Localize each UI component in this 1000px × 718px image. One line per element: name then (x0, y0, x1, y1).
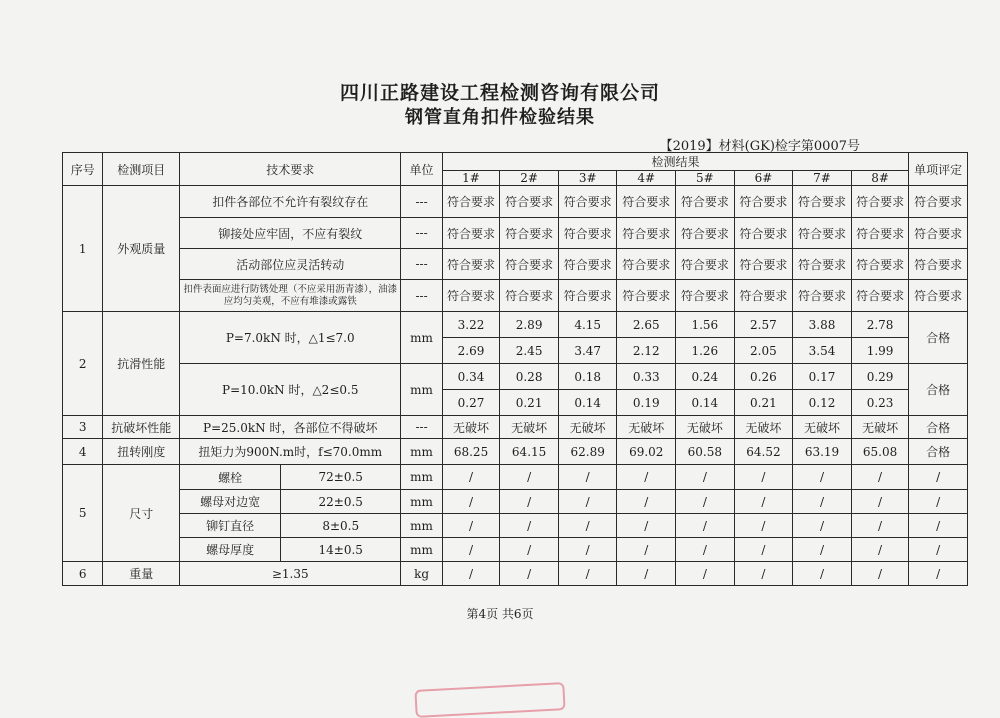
result-cell: 2.05 (734, 338, 793, 364)
requirement-text: ≥1.35 (180, 562, 401, 586)
table-row (63, 249, 968, 280)
result-cell: 符合要求 (617, 249, 676, 280)
result-cell: 65.08 (851, 439, 909, 465)
section-name: 尺寸 (103, 465, 180, 562)
table-row (63, 364, 968, 390)
result-cell: / (793, 562, 852, 586)
result-cell: 符合要求 (734, 218, 793, 249)
result-cell: 2.65 (617, 312, 676, 338)
sub-item-label: 螺母厚度 (180, 538, 281, 562)
header-sample: 3# (558, 171, 617, 186)
verdict-cell: / (909, 490, 968, 514)
result-cell: 4.15 (558, 312, 617, 338)
result-cell: 0.14 (676, 390, 735, 416)
section-number: 4 (63, 439, 103, 465)
result-cell: 0.14 (558, 390, 617, 416)
result-cell: 2.12 (617, 338, 676, 364)
section-name: 外观质量 (103, 186, 180, 312)
result-cell: 无破坏 (734, 416, 793, 439)
header-results: 检测结果 (442, 153, 909, 171)
result-cell: 符合要求 (851, 249, 909, 280)
report-title: 钢管直角扣件检验结果 (405, 107, 595, 128)
table-row (63, 186, 968, 218)
unit-cell: kg (401, 562, 442, 586)
result-cell: 符合要求 (558, 280, 617, 312)
result-cell: 符合要求 (734, 280, 793, 312)
header-item: 检测项目 (103, 153, 180, 186)
result-cell: / (442, 490, 500, 514)
table-row (63, 416, 968, 439)
sub-item-label: 螺栓 (180, 465, 281, 490)
requirement-text: 铆接处应牢固，不应有裂纹 (180, 218, 401, 249)
requirement-text: 22±0.5 (281, 490, 401, 514)
section-number: 2 (63, 312, 103, 416)
result-cell: / (851, 538, 909, 562)
result-cell: / (558, 538, 617, 562)
requirement-text: 扣件各部位不允许有裂纹存在 (180, 186, 401, 218)
result-cell: 符合要求 (617, 218, 676, 249)
unit-cell: mm (401, 465, 442, 490)
result-cell: 符合要求 (793, 186, 852, 218)
result-cell: 63.19 (793, 439, 852, 465)
result-cell: / (676, 514, 735, 538)
result-cell: 符合要求 (793, 218, 852, 249)
result-cell: 3.47 (558, 338, 617, 364)
result-cell: 0.27 (442, 390, 500, 416)
result-cell: 2.69 (442, 338, 500, 364)
result-cell: 64.15 (500, 439, 559, 465)
section-number: 5 (63, 465, 103, 562)
header-sample: 4# (617, 171, 676, 186)
result-cell: 69.02 (617, 439, 676, 465)
result-cell: 符合要求 (676, 186, 735, 218)
result-cell: / (442, 465, 500, 490)
header-seq: 序号 (63, 153, 103, 186)
result-cell: 符合要求 (734, 186, 793, 218)
company-title: 四川正路建设工程检测咨询有限公司 (339, 82, 660, 104)
header-sample: 8# (851, 171, 909, 186)
result-cell: / (500, 490, 559, 514)
requirement-text: P=10.0kN 时，△2≤0.5 (180, 364, 401, 416)
result-cell: / (793, 538, 852, 562)
requirement-text: 72±0.5 (281, 465, 401, 490)
verdict-cell: 符合要求 (909, 280, 968, 312)
table-row (63, 514, 968, 538)
result-cell: / (617, 465, 676, 490)
verdict-cell: 符合要求 (909, 186, 968, 218)
result-cell: 无破坏 (558, 416, 617, 439)
section-name: 抗滑性能 (103, 312, 180, 416)
result-cell: 64.52 (734, 439, 793, 465)
result-cell: / (558, 562, 617, 586)
result-cell: 3.88 (793, 312, 852, 338)
result-cell: 符合要求 (617, 186, 676, 218)
results-table (62, 152, 968, 586)
result-cell: / (558, 490, 617, 514)
section-name: 扭转刚度 (103, 439, 180, 465)
verdict-cell: 合格 (909, 364, 968, 416)
result-cell: / (442, 538, 500, 562)
result-cell: 0.17 (793, 364, 852, 390)
unit-cell: mm (401, 364, 442, 416)
result-cell: 1.26 (676, 338, 735, 364)
result-cell: / (442, 562, 500, 586)
result-cell: 符合要求 (442, 280, 500, 312)
unit-cell: mm (401, 538, 442, 562)
result-cell: 符合要求 (851, 186, 909, 218)
header-requirement: 技术要求 (180, 153, 401, 186)
section-name: 重量 (103, 562, 180, 586)
result-cell: / (617, 514, 676, 538)
result-cell: / (676, 538, 735, 562)
verdict-cell: 符合要求 (909, 218, 968, 249)
unit-cell: mm (401, 439, 442, 465)
table-row (63, 312, 968, 338)
unit-cell: --- (401, 186, 442, 218)
result-cell: 0.19 (617, 390, 676, 416)
result-cell: 0.33 (617, 364, 676, 390)
verdict-cell: / (909, 465, 968, 490)
result-cell: / (734, 538, 793, 562)
result-cell: / (851, 465, 909, 490)
result-cell: / (676, 465, 735, 490)
result-cell: 3.22 (442, 312, 500, 338)
requirement-text: 扭矩力为900N.m时，f≤70.0mm (180, 439, 401, 465)
table-row (63, 218, 968, 249)
table-row (63, 490, 968, 514)
result-cell: 0.23 (851, 390, 909, 416)
verdict-cell: 合格 (909, 312, 968, 364)
unit-cell: --- (401, 416, 442, 439)
section-number: 3 (63, 416, 103, 439)
header-sample: 5# (676, 171, 735, 186)
result-cell: 符合要求 (734, 249, 793, 280)
sub-item-label: 螺母对边宽 (180, 490, 281, 514)
result-cell: 符合要求 (558, 186, 617, 218)
result-cell: / (793, 514, 852, 538)
table-row (63, 562, 968, 586)
result-cell: 0.26 (734, 364, 793, 390)
result-cell: / (500, 538, 559, 562)
result-cell: 符合要求 (442, 218, 500, 249)
result-cell: / (617, 562, 676, 586)
requirement-text: 14±0.5 (281, 538, 401, 562)
result-cell: 符合要求 (793, 249, 852, 280)
result-cell: / (676, 562, 735, 586)
header-verdict: 单项评定 (909, 153, 968, 186)
result-cell: 0.29 (851, 364, 909, 390)
result-cell: 0.18 (558, 364, 617, 390)
section-number: 1 (63, 186, 103, 312)
result-cell: / (734, 465, 793, 490)
result-cell: / (617, 538, 676, 562)
result-cell: / (500, 465, 559, 490)
red-stamp (414, 682, 565, 718)
verdict-cell: / (909, 538, 968, 562)
result-cell: / (558, 465, 617, 490)
result-cell: / (676, 490, 735, 514)
table-row (63, 280, 968, 312)
result-cell: / (851, 514, 909, 538)
table-row (63, 538, 968, 562)
result-cell: / (851, 490, 909, 514)
result-cell: 2.57 (734, 312, 793, 338)
result-cell: 0.21 (500, 390, 559, 416)
result-cell: 符合要求 (617, 280, 676, 312)
unit-cell: mm (401, 514, 442, 538)
header-sample: 6# (734, 171, 793, 186)
header-sample: 2# (500, 171, 559, 186)
requirement-text: P=7.0kN 时，△1≤7.0 (180, 312, 401, 364)
result-cell: 2.45 (500, 338, 559, 364)
header-sample: 7# (793, 171, 852, 186)
result-cell: / (500, 514, 559, 538)
verdict-cell: 合格 (909, 439, 968, 465)
result-cell: 2.89 (500, 312, 559, 338)
unit-cell: --- (401, 218, 442, 249)
result-cell: 2.78 (851, 312, 909, 338)
result-cell: 62.89 (558, 439, 617, 465)
result-cell: 0.24 (676, 364, 735, 390)
page-number: 第4页 共6页 (466, 607, 534, 621)
table-row (63, 153, 968, 171)
result-cell: 符合要求 (500, 249, 559, 280)
requirement-text: 8±0.5 (281, 514, 401, 538)
section-number: 6 (63, 562, 103, 586)
verdict-cell: / (909, 514, 968, 538)
document-number: 【2019】材料(GK)检字第0007号 (659, 139, 860, 154)
requirement-text: P=25.0kN 时，各部位不得破坏 (180, 416, 401, 439)
result-cell: 无破坏 (617, 416, 676, 439)
verdict-cell: / (909, 562, 968, 586)
verdict-cell: 符合要求 (909, 249, 968, 280)
unit-cell: --- (401, 280, 442, 312)
table-row (63, 439, 968, 465)
result-cell: 无破坏 (851, 416, 909, 439)
result-cell: 符合要求 (558, 218, 617, 249)
result-cell: 1.99 (851, 338, 909, 364)
result-cell: 符合要求 (442, 186, 500, 218)
result-cell: / (617, 490, 676, 514)
unit-cell: mm (401, 312, 442, 364)
result-cell: 0.34 (442, 364, 500, 390)
sub-item-label: 铆钉直径 (180, 514, 281, 538)
table-row (63, 465, 968, 490)
result-cell: / (500, 562, 559, 586)
requirement-text: 活动部位应灵活转动 (180, 249, 401, 280)
header-sample: 1# (442, 171, 500, 186)
result-cell: 1.56 (676, 312, 735, 338)
result-cell: / (793, 490, 852, 514)
header-unit: 单位 (401, 153, 442, 186)
result-cell: 68.25 (442, 439, 500, 465)
result-cell: / (851, 562, 909, 586)
result-cell: 无破坏 (442, 416, 500, 439)
result-cell: 符合要求 (676, 249, 735, 280)
unit-cell: --- (401, 249, 442, 280)
result-cell: 符合要求 (558, 249, 617, 280)
result-cell: 符合要求 (676, 218, 735, 249)
verdict-cell: 合格 (909, 416, 968, 439)
section-name: 抗破坏性能 (103, 416, 180, 439)
result-cell: 0.21 (734, 390, 793, 416)
result-cell: 符合要求 (851, 280, 909, 312)
result-cell: 符合要求 (442, 249, 500, 280)
result-cell: 符合要求 (500, 218, 559, 249)
result-cell: / (734, 562, 793, 586)
result-cell: 符合要求 (500, 186, 559, 218)
result-cell: 无破坏 (500, 416, 559, 439)
result-cell: 符合要求 (851, 218, 909, 249)
result-cell: / (734, 490, 793, 514)
result-cell: / (442, 514, 500, 538)
requirement-text: 扣件表面应进行防锈处理（不应采用沥青漆），油漆应均匀美观，不应有堆漆或露铁 (180, 280, 401, 312)
result-cell: 无破坏 (793, 416, 852, 439)
result-cell: 符合要求 (793, 280, 852, 312)
result-cell: 符合要求 (500, 280, 559, 312)
unit-cell: mm (401, 490, 442, 514)
result-cell: / (734, 514, 793, 538)
result-cell: / (793, 465, 852, 490)
result-cell: 符合要求 (676, 280, 735, 312)
result-cell: 无破坏 (676, 416, 735, 439)
result-cell: 0.28 (500, 364, 559, 390)
result-cell: 3.54 (793, 338, 852, 364)
result-cell: 0.12 (793, 390, 852, 416)
result-cell: / (558, 514, 617, 538)
result-cell: 60.58 (676, 439, 735, 465)
